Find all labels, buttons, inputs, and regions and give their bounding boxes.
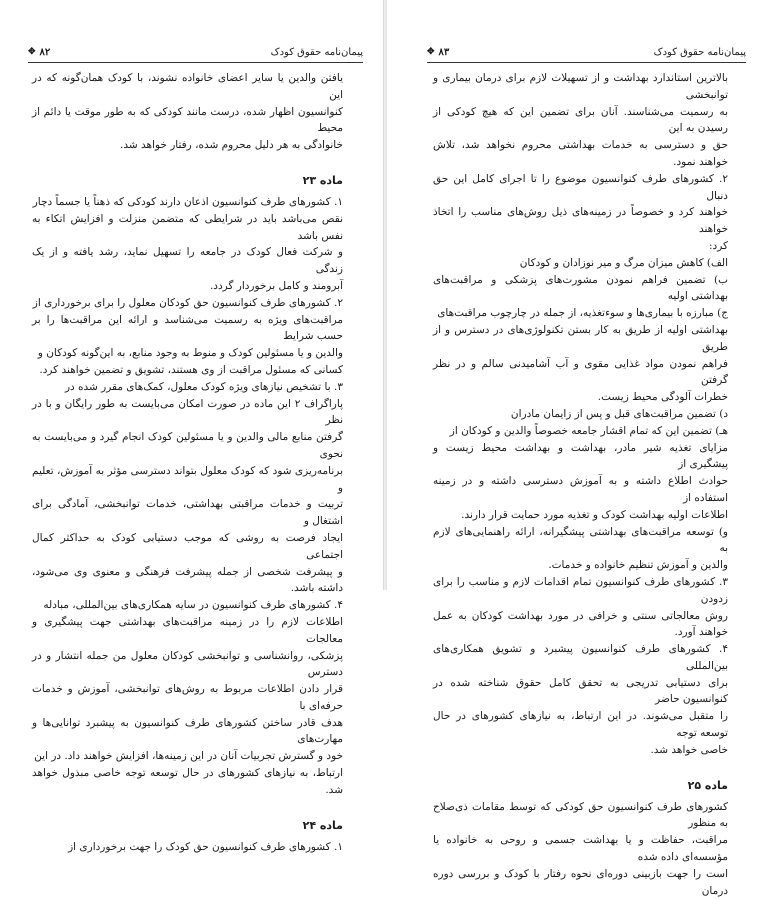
text-line: برنامه‌ریزی شود که کودک معلول بتواند دسترسی مؤثر به آموزش، تعلیم و: [32, 464, 343, 494]
text-line: کشورهای طرف کنوانسیون حق کودکی که توسط مقامات ذی‌صلاح به منظور: [433, 800, 728, 830]
text-line: ایجاد فرصت به روشی که موجب دستیابی کودک به حداکثر کمال اجتماعی: [32, 531, 343, 561]
text-line: کنوانسیون اظهار شده، درست مانند کودکی که به طور موقت یا دائم از محیط: [32, 105, 343, 135]
text-line: ارتباط، به نیازهای کشورهای در حال توسعه توجه خاصی مبذول خواهد شد.: [32, 767, 343, 796]
right-running-title: پیمان‌نامه حقوق کودک: [653, 46, 746, 58]
text-line: خانوادگی به هر دلیل محروم شده، رفتار خواهد شد.: [120, 139, 343, 152]
text-line: خطرات آلودگی محیط زیست.: [597, 391, 728, 404]
left-page-header: [28, 44, 363, 60]
text-line: ج) مبارزه با بیماری‌ها و سوءتغذیه، از جمله در چارچوب مراقبت‌های: [437, 307, 728, 320]
text-line: ۲. کشورهای طرف کنوانسیون حق کودکان معلول را برای برخورداری از: [32, 296, 343, 309]
text-line: مراقبت‌های ویژه به رسمیت می‌شناسد و ارائه این مراقبت‌ها را بر حسب شرایط: [32, 313, 343, 343]
text-line: ۱. کشورهای طرف کنوانسیون حق کودک را جهت برخورداری از: [68, 840, 343, 853]
text-line: هدف قادر ساختن کشورهای طرف کنوانسیون به پیشبرد توانایی‌ها و مهارت‌های: [32, 716, 343, 746]
text-line: خاصی خواهد شد.: [650, 743, 728, 756]
text-line: فراهم نمودن مواد غذایی مقوی و آب آشامیدنی سالم و در نظر گرفتن: [433, 357, 728, 387]
left-page: [0, 0, 383, 853]
text-line: ب) تضمین فراهم نمودن مشورت‌های پزشکی و مراقبت‌های بهداشتی اولیه: [433, 273, 728, 303]
diamond-ornament-icon: ✥: [28, 47, 36, 57]
article-24-heading: ماده ۲۴: [302, 818, 343, 832]
text-line: ۲. کشورهای طرف کنوانسیون موضوع را تا اجرای کامل این حق دنبال: [433, 172, 728, 202]
text-line: کسانی که مسئول مراقبت از وی هستند، تشویق و تضمین خواهند کرد.: [39, 363, 343, 376]
text-line: گرفتن منابع مالی والدین و یا مسئولین کودک انجام گیرد و می‌بایست به نحوی: [32, 431, 343, 460]
left-page-body: [32, 70, 343, 855]
left-page-number: ۸۲: [39, 46, 51, 58]
text-line: روش معالجاتی سنتی و خرافی در مورد بهداشت کودکان به عمل خواهند آورد.: [433, 609, 728, 639]
left-header-rule: [28, 62, 363, 63]
text-line: بالاترین استاندارد بهداشت و از تسهیلات لازم برای درمان بیماری و توانبخشی: [433, 72, 728, 101]
text-line: ۳. با تشخیص نیازهای ویژه کودک معلول، کمک‌های مقرر شده در: [64, 380, 343, 393]
text-line: پاراگراف ۲ این ماده در صورت امکان می‌بایست به طور رایگان و با در نظر: [32, 397, 343, 427]
text-line: والدین و یا مسئولین کودک و منوط به وجود منابع، به این‌گونه کودکان و: [37, 347, 343, 360]
text-line: حوادث اطلاع داشته و به آموزش دسترسی داشته و در زمینه استفاده از: [433, 475, 728, 504]
right-page-number: ۸۳: [438, 46, 450, 58]
text-line: خواهند کرد و خصوصاً در زمینه‌های ذیل روش‌های مناسب را اتخاذ خواهند: [433, 206, 728, 236]
text-line: مراقبت، حفاظت و یا بهداشت جسمی و روحی به خانواده یا مؤسسه‌ای داده شده: [433, 834, 728, 864]
text-line: بهداشتی اولیه از طریق به کار بستن تکنولوژی‌های در دسترس و از طریق: [433, 323, 728, 353]
right-page: [387, 0, 768, 897]
text-line: یافتن والدین یا سایر اعضای خانواده نشوند، با کودک همان‌گونه که در این: [32, 72, 343, 101]
left-running-title: پیمان‌نامه حقوق کودک: [270, 46, 363, 58]
text-line: ۳. کشورهای طرف کنوانسیون تمام اقدامات لازم و مناسب را برای زدودن: [433, 575, 728, 605]
text-line: و شرکت فعال کودک در جامعه را تسهیل نماید، رشد یافته و از یک زندگی: [32, 246, 343, 276]
left-page-number-group: [28, 47, 50, 58]
text-line: و پیشرفت شخصی از جمله پیشرفت فرهنگی و معنوی وی می‌شود، داشته باشد.: [32, 565, 343, 595]
text-line: تربیت و خدمات مراقبتی بهداشتی، خدمات توانبخشی، آمادگی برای اشتغال و: [32, 498, 343, 528]
right-page-header: [427, 44, 746, 60]
text-line: است را جهت بازبینی دوره‌ای نحوه رفتار با کودک و بررسی دوره درمان: [433, 867, 728, 897]
text-line: والدین و آموزش تنظیم خانواده و خدمات.: [548, 559, 728, 572]
text-line: قرار دادن اطلاعات مربوط به روش‌های توانبخشی، آموزش و خدمات حرفه‌ای با: [32, 683, 343, 712]
text-line: اطلاعات لازم را در زمینه مراقبت‌های بهداشتی جهت پیشگیری و معالجات: [32, 615, 343, 645]
text-line: برای دستیابی تدریجی به تحقق کامل حقوق شناخته شده در کنوانسیون حاضر: [433, 676, 728, 706]
text-line: به رسمیت می‌شناسند. آنان برای تضمین این که هیچ کودکی از رسیدن به این: [433, 105, 728, 135]
text-line: ۱. کشورهای طرف کنوانسیون اذعان دارند کودکی که ذهناً یا جسماً دچار: [32, 195, 343, 208]
text-line: کرد:: [708, 239, 728, 252]
right-page-body: [433, 70, 728, 899]
text-line: پزشکی، روانشناسی و توانبخشی کودکان معلول من جمله انتشار و در دسترس: [32, 649, 343, 679]
text-line: ۴. کشورهای طرف کنوانسیون پیشبرد و تشویق همکاری‌های بین‌المللی: [433, 643, 728, 672]
article-23-heading: ماده ۲۳: [302, 173, 343, 187]
text-line: ۴. کشورهای طرف کنوانسیون در سایه همکاری‌های بین‌المللی، مبادله: [43, 599, 343, 612]
article-25-heading: ماده ۲۵: [687, 778, 728, 792]
text-line: مزایای تغذیه شیر مادر، بهداشت و بهداشت محیط زیست و پیشگیری از: [433, 441, 728, 471]
text-line: اطلاعات اولیه بهداشت کودک و تغذیه مورد حمایت قرار دارند.: [461, 508, 728, 521]
right-page-number-group: [427, 47, 449, 58]
text-line: نقص می‌باشد باید در شرایطی که متضمن منزلت و افزایش اتکاء به نفس باشد: [32, 212, 343, 242]
text-line: را متقبل می‌شوند. در این ارتباط، به نیازهای کشورهای در حال توسعه توجه: [433, 710, 728, 740]
text-line: د) تضمین مراقبت‌های قبل و پس از زایمان مادران: [510, 407, 728, 420]
right-header-rule: [427, 62, 746, 63]
diamond-ornament-icon: ✥: [427, 47, 435, 57]
text-line: حق و دسترسی به خدمات بهداشتی محروم نخواهد شد، تلاش خواهند نمود.: [433, 139, 728, 168]
text-line: و) توسعه مراقبت‌های بهداشتی پیشگیرانه، ارائه راهنمایی‌های لازم به: [433, 525, 728, 555]
text-line: هـ) تضمین این که تمام اقشار جامعه خصوصاً والدین و کودکان از: [449, 424, 728, 437]
text-line: آبرومند و کامل برخوردار گردد.: [209, 279, 343, 292]
text-line: الف) کاهش میزان مرگ و میر نوزادان و کودکان: [519, 256, 728, 269]
text-line: خود و گسترش تجربیات آنان در این زمینه‌ها، افزایش خواهند داد. در این: [34, 750, 343, 763]
